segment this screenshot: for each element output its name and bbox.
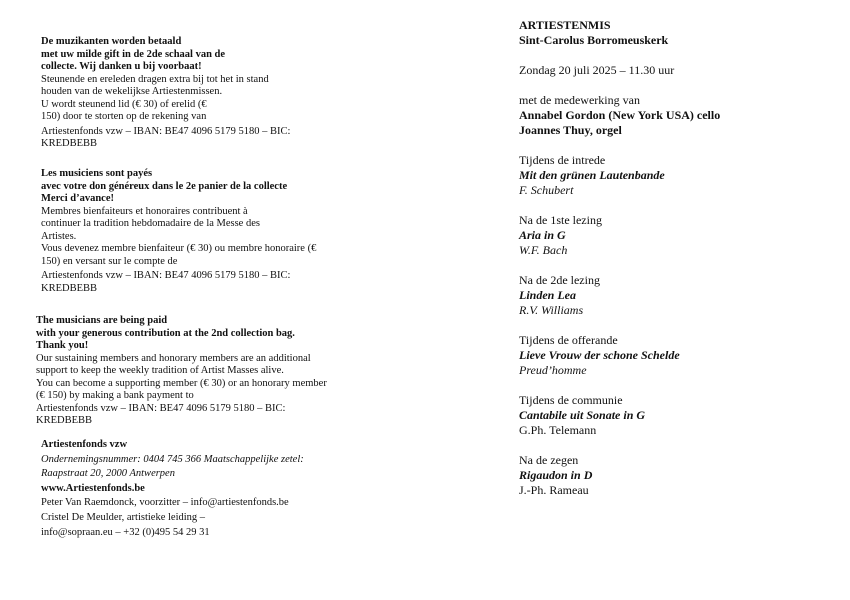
program-piece: Linden Lea	[519, 288, 576, 302]
collaboration-intro: met de medewerking van	[519, 93, 640, 107]
program-composer: Preud’homme	[519, 363, 587, 377]
french-heading-line: Les musiciens sont payés	[41, 168, 153, 179]
dutch-notice	[41, 36, 290, 151]
org-name: Artiestenfonds vzw	[41, 439, 128, 450]
dutch-heading-line: collecte. Wij danken u bij voorbaat!	[41, 61, 202, 72]
french-body-line: KREDBEBB	[41, 282, 98, 294]
program-composer: W.F. Bach	[519, 243, 568, 257]
program-moment: Tijdens de intrede	[519, 153, 606, 167]
program-item	[519, 153, 720, 213]
french-body-line: Vous devenez membre bienfaiteur (€ 30) ou membre honoraire (€	[41, 243, 317, 254]
program-composer: R.V. Williams	[519, 303, 584, 317]
dutch-body-line: KREDBEBB	[41, 138, 98, 149]
french-heading-line: avec votre don généreux dans le 2e panier de la collecte	[41, 180, 288, 192]
program-moment: Tijdens de communie	[519, 393, 623, 407]
contact-person-line: Cristel De Meulder, artistieke leiding –	[41, 511, 206, 523]
program-piece: Rigaudon in D	[519, 468, 593, 482]
dutch-body-line: 150) door te storten op de rekening van	[41, 111, 207, 122]
program-composer: G.Ph. Telemann	[519, 423, 597, 437]
program	[519, 18, 720, 498]
french-body-line: Artiestenfonds vzw – IBAN: BE47 4096 5179 5180 – BIC:	[41, 270, 291, 281]
program-piece: Mit den grünen Lautenbande	[519, 168, 665, 182]
dutch-heading-line: De muzikanten worden betaald	[41, 36, 182, 47]
english-heading-line: with your generous contribution at the 2nd collection bag.	[36, 327, 295, 339]
english-body-line: (€ 150) by making a bank payment to	[36, 390, 194, 401]
dutch-body-line: U wordt steunend lid (€ 30) of erelid (€	[41, 98, 207, 110]
program-moment: Tijdens de offerande	[519, 333, 618, 347]
program-item	[519, 393, 720, 453]
french-notice	[41, 168, 316, 295]
contact-person-line: Peter Van Raemdonck, voorzitter – info@artiestenfonds.be	[41, 497, 289, 508]
program-composer: J.-Ph. Rameau	[519, 483, 589, 497]
english-body-line: Artiestenfonds vzw – IBAN: BE47 4096 5179 5180 – BIC:	[36, 402, 286, 414]
program-moment: Na de zegen	[519, 453, 579, 467]
program-title: ARTIESTENMIS	[519, 18, 611, 32]
program-item	[519, 273, 720, 333]
english-body-line: KREDBEBB	[36, 415, 93, 426]
registration-line: Raapstraat 20, 2000 Antwerpen	[41, 468, 175, 479]
website-link[interactable]: www.Artiestenfonds.be	[41, 482, 145, 494]
dutch-body-line: Steunende en ereleden dragen extra bij tot het in stand	[41, 73, 269, 85]
english-body-line: support to keep the weekly tradition of Artist Masses alive.	[36, 365, 284, 376]
registration-line: Ondernemingsnummer: 0404 745 366 Maatschappelijke zetel:	[41, 453, 304, 465]
english-heading-line: The musicians are being paid	[36, 315, 168, 326]
church-name: Sint-Carolus Borromeuskerk	[519, 33, 669, 47]
english-body-line: You can become a supporting member (€ 30) or an honorary member	[36, 377, 327, 389]
performer-line: Joannes Thuy, orgel	[519, 123, 622, 137]
contact-block	[41, 439, 304, 540]
program-item	[519, 453, 720, 498]
program-composer: F. Schubert	[519, 183, 574, 197]
performer-line: Annabel Gordon (New York USA) cello	[519, 108, 721, 122]
english-heading-line: Thank you!	[36, 340, 89, 351]
program-moment: Na de 2de lezing	[519, 273, 600, 287]
contact-person-line: info@sopraan.eu – +32 (0)495 54 29 31	[41, 527, 210, 538]
program-piece: Lieve Vrouw der schone Schelde	[519, 348, 680, 362]
french-body-line: Artistes.	[41, 230, 77, 242]
program-item	[519, 333, 720, 393]
french-heading-line: Merci d’avance!	[41, 193, 114, 204]
french-body-line: 150) en versant sur le compte de	[41, 255, 178, 267]
english-notice	[36, 315, 327, 428]
dutch-body-line: houden van de wekelijkse Artiestenmissen.	[41, 86, 223, 97]
dutch-heading-line: met uw milde gift in de 2de schaal van de	[41, 48, 226, 60]
english-body-line: Our sustaining members and honorary members are an additional	[36, 352, 311, 364]
program-item	[519, 213, 720, 273]
service-date: Zondag 20 juli 2025 – 11.30 uur	[519, 63, 675, 77]
dutch-body-line: Artiestenfonds vzw – IBAN: BE47 4096 5179 5180 – BIC:	[41, 125, 291, 137]
program-piece: Aria in G	[519, 228, 566, 242]
french-body-line: Membres bienfaiteurs et honoraires contribuent à	[41, 205, 248, 217]
program-piece: Cantabile uit Sonate in G	[519, 408, 646, 422]
program-moment: Na de 1ste lezing	[519, 213, 602, 227]
french-body-line: continuer la tradition hebdomadaire de la Messe des	[41, 218, 260, 229]
